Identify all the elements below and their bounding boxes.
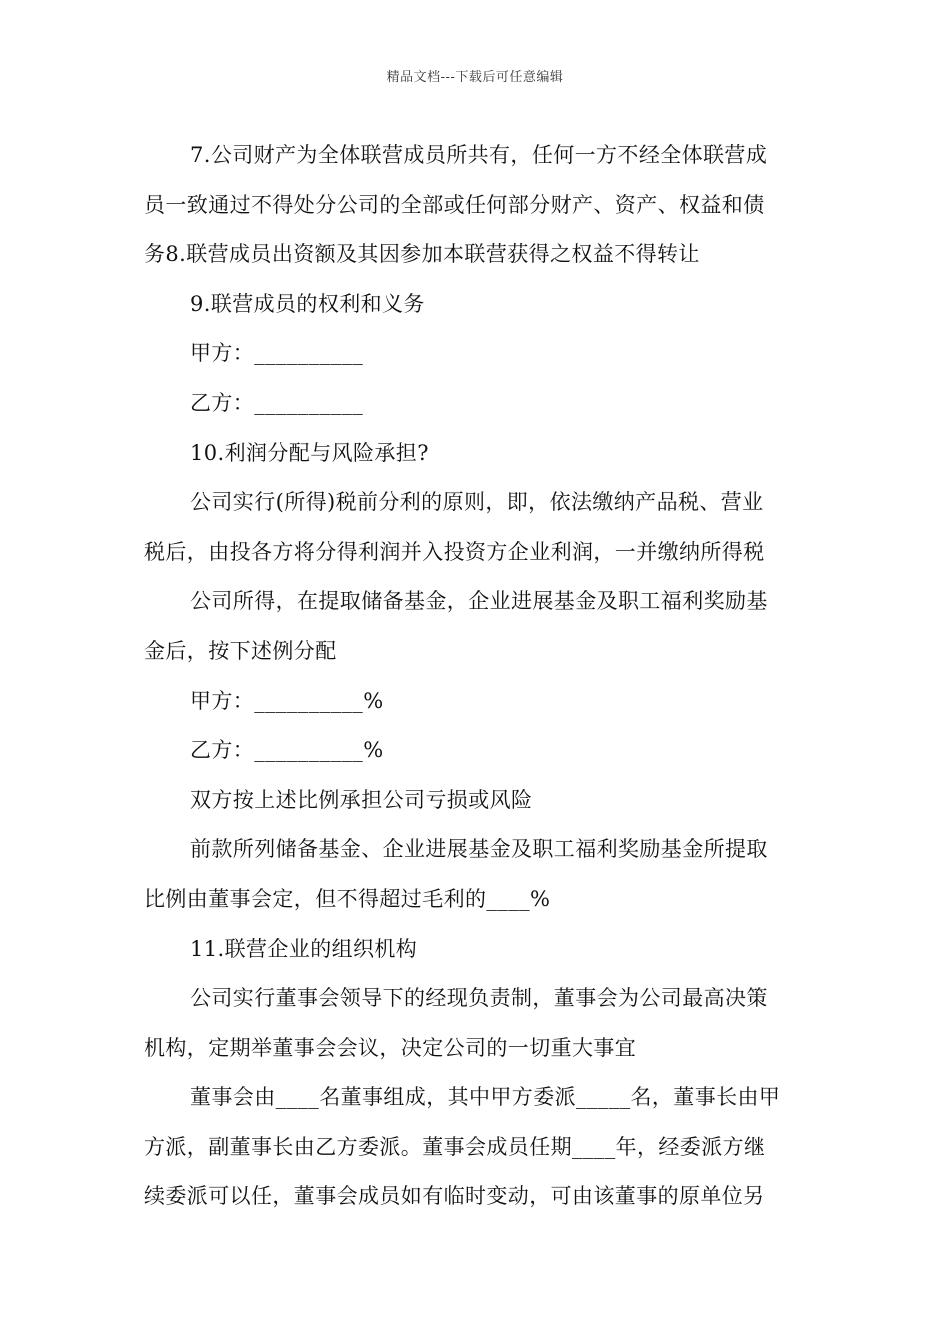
- text-line: 11.联营企业的组织机构: [190, 936, 418, 961]
- text-line: 甲方：__________: [190, 341, 364, 366]
- text-line: 双方按上述比例承担公司亏损或风险: [190, 787, 533, 812]
- text-line: 公司实行(所得)税前分利的原则，即，依法缴纳产品税、营业: [190, 490, 764, 515]
- text-line: 前款所列储备基金、企业进展基金及职工福利奖励基金所提取: [190, 837, 768, 862]
- text-line: 10.利润分配与风险承担?: [190, 440, 429, 465]
- text-line: 7.公司财产为全体联营成员所共有，任何一方不经全体联营成: [190, 143, 768, 167]
- text-line: 9.联营成员的权利和义务: [190, 291, 425, 316]
- text-line: 乙方：__________: [190, 390, 364, 415]
- page-header: 精品文档---下载后可任意编辑: [386, 70, 564, 85]
- text-line: 董事会由____名董事组成，其中甲方委派_____名，董事长由甲: [190, 1085, 781, 1110]
- text-line: 方派，副董事长由乙方委派。董事会成员任期____年，经委派方继: [144, 1134, 766, 1159]
- text-line: 乙方：__________%: [190, 738, 384, 763]
- text-line: 比例由董事会定，但不得超过毛利的____%: [144, 886, 551, 911]
- text-line: 甲方：__________%: [190, 688, 384, 713]
- text-line: 员一致通过不得处分公司的全部或任何部分财产、资产、权益和债: [144, 192, 765, 217]
- text-line: 金后，按下述例分配: [144, 638, 337, 663]
- text-line: 机构，定期举董事会会议，决定公司的一切重大事宜: [144, 1035, 637, 1060]
- text-line: 续委派可以任，董事会成员如有临时变动，可由该董事的原单位另: [144, 1184, 765, 1209]
- text-line: 公司实行董事会领导下的经现负责制，董事会为公司最高决策: [190, 986, 768, 1011]
- document-body: [144, 131, 808, 1222]
- text-line: 公司所得，在提取储备基金，企业进展基金及职工福利奖励基: [190, 589, 768, 614]
- text-line: 税后，由投各方将分得利润并入投资方企业利润，一并缴纳所得税: [144, 539, 765, 564]
- text-line: 务8.联营成员出资额及其因参加本联营获得之权益不得转让: [144, 242, 700, 267]
